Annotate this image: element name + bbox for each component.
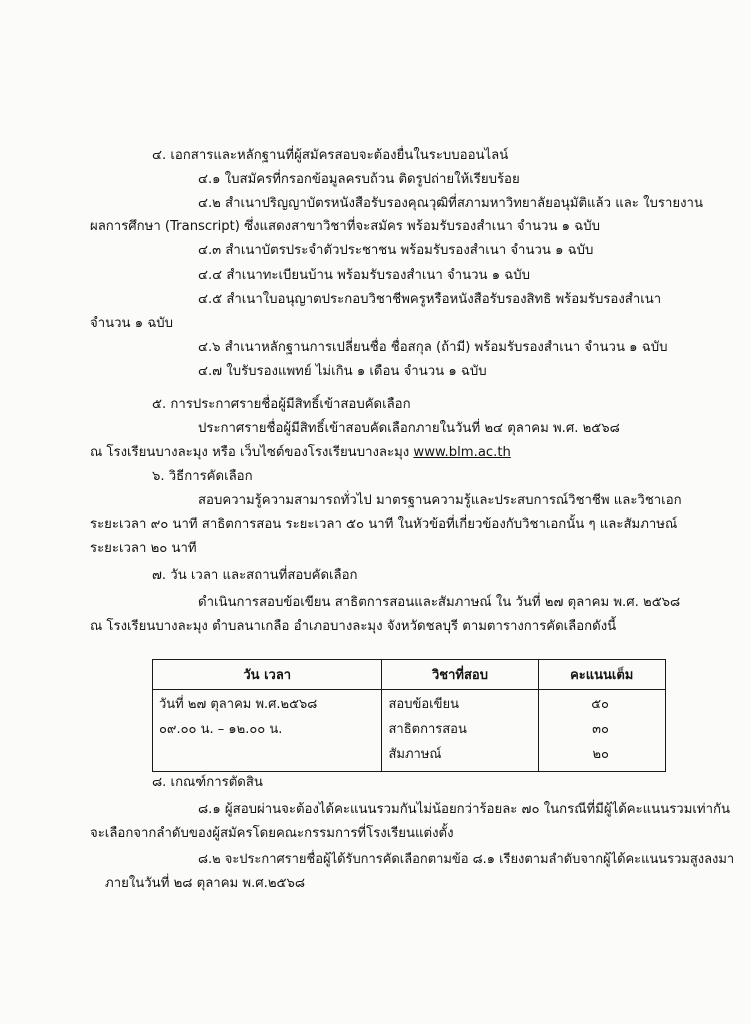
exam-schedule-table [152,659,666,772]
item-4-7: ๔.๗ ใบรับรองแพทย์ ไม่เกิน ๑ เดือน จำนวน ๑ ฉบับ [198,364,487,379]
section-7-heading: ๗. วัน เวลา และสถานที่สอบคัดเลือก [152,568,358,583]
item-8-2-line2: ภายในวันที่ ๒๘ ตุลาคม พ.ศ.๒๕๖๘ [105,876,306,891]
section-5-line2 [90,443,511,463]
item-4-6: ๔.๖ สำเนาหลักฐานการเปลี่ยนชื่อ ชื่อสกุล (ถ้ามี) พร้อมรับรองสำเนา จำนวน ๑ ฉบับ [198,340,668,355]
cell-date-time [153,690,382,772]
section-7-line1: ดำเนินการสอบข้อเขียน สาธิตการสอนและสัมภาษณ์ ใน วันที่ ๒๗ ตุลาคม พ.ศ. ๒๕๖๘ [198,595,681,610]
item-8-2-line1: ๘.๒ จะประกาศรายชื่อผู้ได้รับการคัดเลือกตามข้อ ๘.๑ เรียงตามลำดับจากผู้ได้คะแนนรวมสูงลงมา [198,852,735,867]
header-subject: วิชาที่สอบ [382,660,538,690]
cell-subjects [382,690,538,772]
item-4-1: ๔.๑ ใบสมัครที่กรอกข้อมูลครบถ้วน ติดรูปถ่ายให้เรียบร้อย [198,172,520,187]
item-4-5-line2: จำนวน ๑ ฉบับ [90,316,174,331]
item-4-2-line2: ผลการศึกษา (Transcript) ซึ่งแสดงสาขาวิชาที่จะสมัคร พร้อมรับรองสำเนา จำนวน ๑ ฉบับ [90,219,600,234]
cell-scores [538,690,666,772]
item-4-4: ๔.๔ สำเนาทะเบียนบ้าน พร้อมรับรองสำเนา จำนวน ๑ ฉบับ [198,268,531,283]
item-4-3: ๔.๓ สำเนาบัตรประจำตัวประชาชน พร้อมรับรองสำเนา จำนวน ๑ ฉบับ [198,243,594,258]
item-4-2-line1: ๔.๒ สำเนาปริญญาบัตรหนังสือรับรองคุณวุฒิที่สภามหาวิทยาลัยอนุมัติแล้ว และ ใบรายงาน [198,196,703,211]
exam-date: วันที่ ๒๗ ตุลาคม พ.ศ.๒๕๖๘ [159,697,318,712]
section-6-line1: สอบความรู้ความสามารถทั่วไป มาตรฐานความรู้และประสบการณ์วิชาชีพ และวิชาเอก [198,493,682,508]
section-6-line2: ระยะเวลา ๙๐ นาที สาธิตการสอน ระยะเวลา ๕๐ นาที ในหัวข้อที่เกี่ยวข้องกับวิชาเอกนั้น ๆ และสัมภาษณ์ [90,517,678,532]
score-interview: ๒๐ [592,747,609,762]
section-5-line2-text: ณ โรงเรียนบางละมุง หรือ เว็บไซต์ของโรงเรียนบางละมุง [90,445,414,460]
subject-interview: สัมภาษณ์ [388,747,442,762]
header-date-time: วัน เวลา [153,660,382,690]
section-6-line3: ระยะเวลา ๒๐ นาที [90,541,197,556]
table-header-row [153,660,666,690]
subject-demo-teaching: สาธิตการสอน [388,722,467,737]
item-8-1-line2: จะเลือกจากลำดับของผู้สมัครโดยคณะกรรมการที่โรงเรียนแต่งตั้ง [90,826,454,841]
exam-time: ๐๙.๐๐ น. – ๑๒.๐๐ น. [159,722,283,737]
item-4-5-line1: ๔.๕ สำเนาใบอนุญาตประกอบวิชาชีพครูหรือหนังสือรับรองสิทธิ พร้อมรับรองสำเนา [198,292,662,307]
section-6-heading: ๖. วิธีการคัดเลือก [152,469,253,484]
section-7-line2: ณ โรงเรียนบางละมุง ตำบลนาเกลือ อำเภอบางละมุง จังหวัดชลบุรี ตามตารางการคัดเลือกดังนี้ [90,619,617,634]
item-8-1-line1: ๘.๑ ผู้สอบผ่านจะต้องได้คะแนนรวมกันไม่น้อยกว่าร้อยละ ๗๐ ในกรณีที่มีผู้ได้คะแนนรวมเท่ากัน [198,802,731,817]
section-8-heading: ๘. เกณฑ์การตัดสิน [152,775,263,790]
table-row [153,690,666,772]
section-5-line1: ประกาศรายชื่อผู้มีสิทธิ์เข้าสอบคัดเลือกภายในวันที่ ๒๔ ตุลาคม พ.ศ. ๒๕๖๘ [198,421,620,436]
section-5-heading: ๕. การประกาศรายชื่อผู้มีสิทธิ์เข้าสอบคัดเลือก [152,397,411,412]
section-4-heading: ๔. เอกสารและหลักฐานที่ผู้สมัครสอบจะต้องยื่นในระบบออนไลน์ [152,148,509,163]
score-demo-teaching: ๓๐ [592,722,609,737]
score-written: ๕๐ [591,697,609,712]
school-website-link[interactable]: www.blm.ac.th [413,445,511,460]
header-full-score: คะแนนเต็ม [538,660,666,690]
subject-written: สอบข้อเขียน [388,697,459,712]
